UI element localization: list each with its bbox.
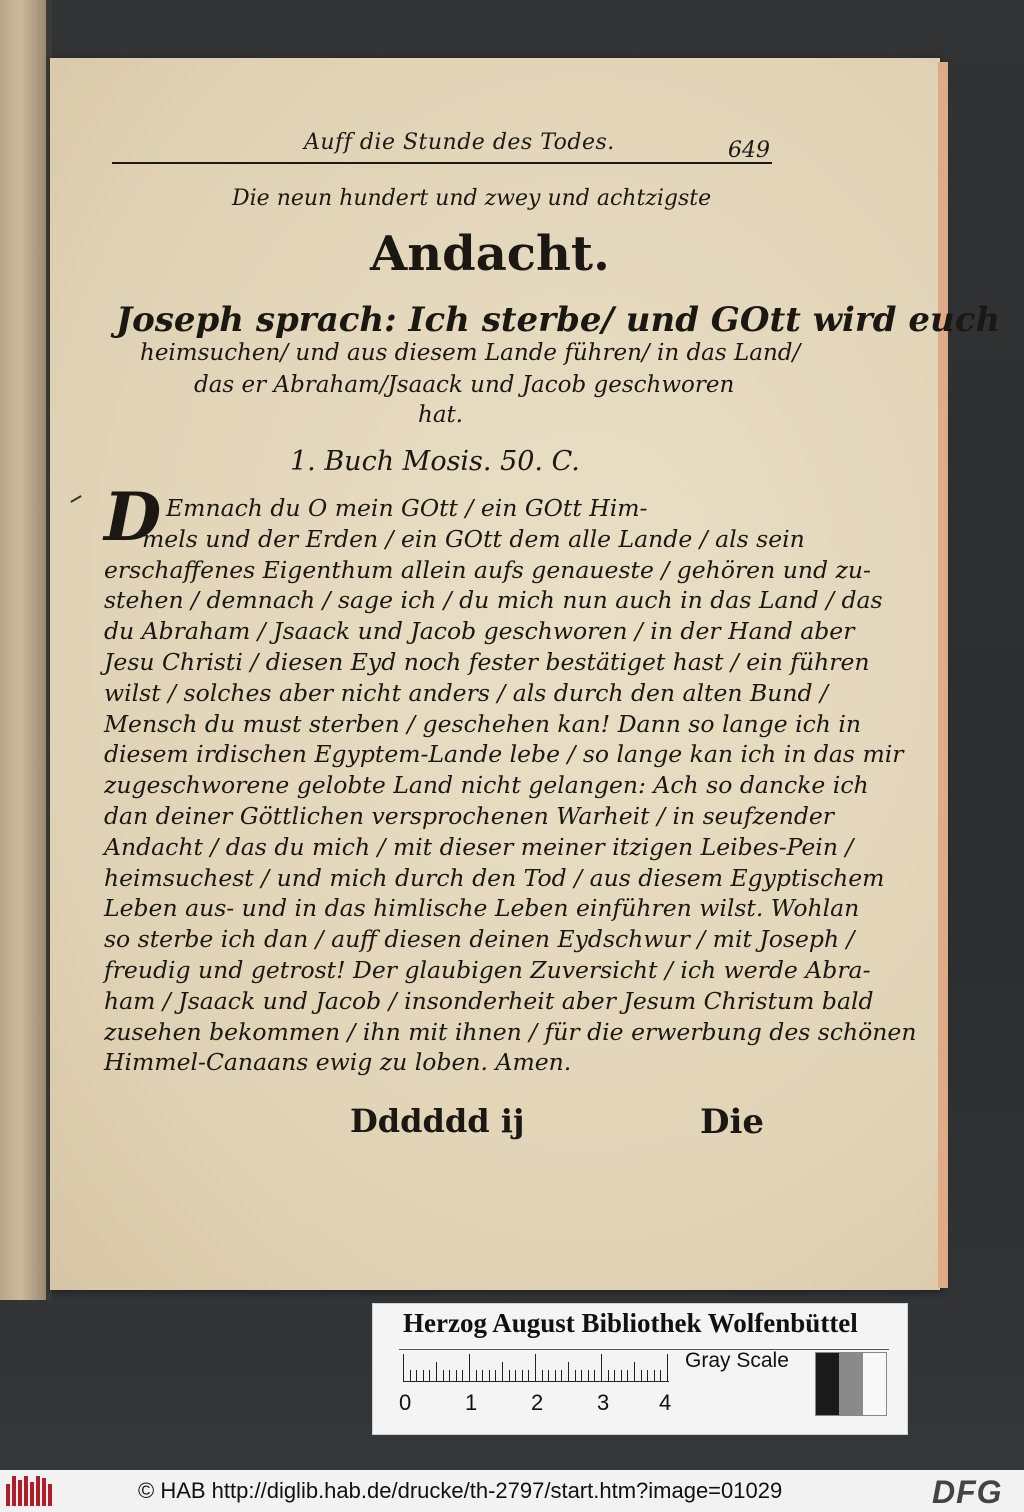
body-line: Leben aus- und in das himlische Leben einführen wilst. Wohlan: [104, 894, 860, 923]
body-line: Andacht / das du mich / mit dieser meiner itzigen Leibes-Pein /: [104, 832, 854, 861]
body-line: dan deiner Göttlichen versprochenen Warheit / in seufzender: [104, 802, 835, 830]
dfg-logo: DFG: [932, 1474, 1003, 1510]
bible-reference: 1. Buch Mosis. 50. C.: [290, 446, 580, 477]
ruler-baseline: [403, 1381, 669, 1382]
ruler-tick: [568, 1362, 569, 1382]
scale-number: 4: [659, 1390, 672, 1415]
footer-bar: [0, 1470, 1024, 1512]
logo-bar: [18, 1480, 22, 1506]
logo-bar: [6, 1484, 10, 1506]
catchword: Die: [700, 1102, 765, 1142]
scale-number: 3: [597, 1390, 610, 1415]
gray-scale-label: Gray Scale: [685, 1349, 789, 1372]
ruler-tick: [667, 1354, 668, 1382]
page-number: 649: [728, 138, 770, 163]
verse-line: Joseph sprach: Ich sterbe/ und GOtt wird euch: [116, 300, 1001, 340]
logo-bar: [36, 1476, 40, 1506]
gray-swatch: [839, 1353, 862, 1415]
ruler-tick: [601, 1354, 602, 1382]
body-line: erschaffenes Eigenthum allein aufs genaueste / gehören und zu-: [104, 555, 871, 584]
ruler-tick: [436, 1362, 437, 1382]
body-line: freudig und getrost! Der glaubigen Zuversicht / ich werde Abra-: [104, 956, 871, 984]
body-line: zusehen bekommen / ihn mit ihnen / für die erwerbung des schönen: [104, 1017, 917, 1046]
body-line: heimsuchest / und mich durch den Tod / aus diesem Egyptischem: [104, 863, 885, 892]
color-scale-card: [372, 1303, 908, 1435]
verse-line: hat.: [418, 402, 464, 428]
body-line: so sterbe ich dan / auff diesen deinen Eydschwur / mit Joseph /: [104, 925, 855, 954]
body-line: ham / Jsaack und Jacob / insonderheit aber Jesum Christum bald: [104, 986, 874, 1015]
body-line: Jesu Christi / diesen Eyd noch fester bestätiget hast / ein führen: [104, 648, 870, 676]
ruler-tick: [634, 1362, 635, 1382]
scale-number: 1: [465, 1390, 478, 1415]
body-line: Mensch du must sterben / geschehen kan! Dann so lange ich in: [104, 709, 862, 738]
body-line: Himmel-Canaans ewig zu loben. Amen.: [104, 1048, 572, 1077]
body-line: diesem irdischen Egyptem-Lande lebe / so lange kan ich in das mir: [104, 740, 904, 769]
logo-bar: [48, 1484, 52, 1506]
heading-ordinal: Die neun hundert und zwey und achtzigste: [232, 186, 712, 211]
scale-number: 0: [399, 1390, 412, 1415]
facing-page-edge: [0, 0, 52, 1300]
scale-number: 2: [531, 1390, 544, 1415]
ruler-tick: [469, 1354, 470, 1382]
signature-mark: Dddddd ij: [350, 1102, 525, 1140]
verse-line: das er Abraham/Jsaack und Jacob geschworen: [194, 372, 735, 398]
gray-swatch: [816, 1353, 839, 1415]
page-stack-edge: [938, 62, 948, 1288]
body-line: Emnach du O mein GOtt / ein GOtt Him-: [166, 494, 648, 522]
gray-swatch: [863, 1353, 886, 1415]
body-line: stehen / demnach / sage ich / du mich nun auch in das Land / das: [104, 586, 883, 615]
body-line: zugeschworene gelobte Land nicht gelangen: Ach so dancke ich: [104, 771, 869, 800]
body-line: du Abraham / Jsaack und Jacob geschworen / in der Hand aber: [104, 617, 855, 646]
body-line: wilst / solches aber nicht anders / als durch den alten Bund /: [104, 678, 828, 707]
hab-logo-icon: [6, 1476, 60, 1506]
copyright-url[interactable]: © HAB http://diglib.hab.de/drucke/th-2797/start.htm?image=01029: [138, 1478, 783, 1503]
card-title: Herzog August Bibliothek Wolfenbüttel: [403, 1308, 858, 1338]
drop-cap: D: [104, 478, 162, 556]
heading-title: Andacht.: [370, 226, 610, 282]
ruler-tick: [502, 1362, 503, 1382]
ruler-tick: [403, 1354, 404, 1382]
body-line: mels und der Erden / ein GOtt dem alle Lande / als sein: [142, 524, 805, 553]
logo-bar: [24, 1476, 28, 1506]
running-head: Auff die Stunde des Todes.: [304, 130, 615, 155]
scale-ruler: [403, 1352, 669, 1382]
card-divider: [399, 1349, 889, 1350]
logo-bar: [12, 1476, 16, 1506]
logo-bar: [42, 1478, 46, 1506]
running-head-rule: [112, 128, 772, 164]
verse-line: heimsuchen/ und aus diesem Lande führen/ in das Land/: [140, 340, 801, 366]
gray-swatches: [815, 1352, 887, 1416]
logo-bar: [30, 1482, 34, 1506]
ruler-tick: [535, 1354, 536, 1382]
